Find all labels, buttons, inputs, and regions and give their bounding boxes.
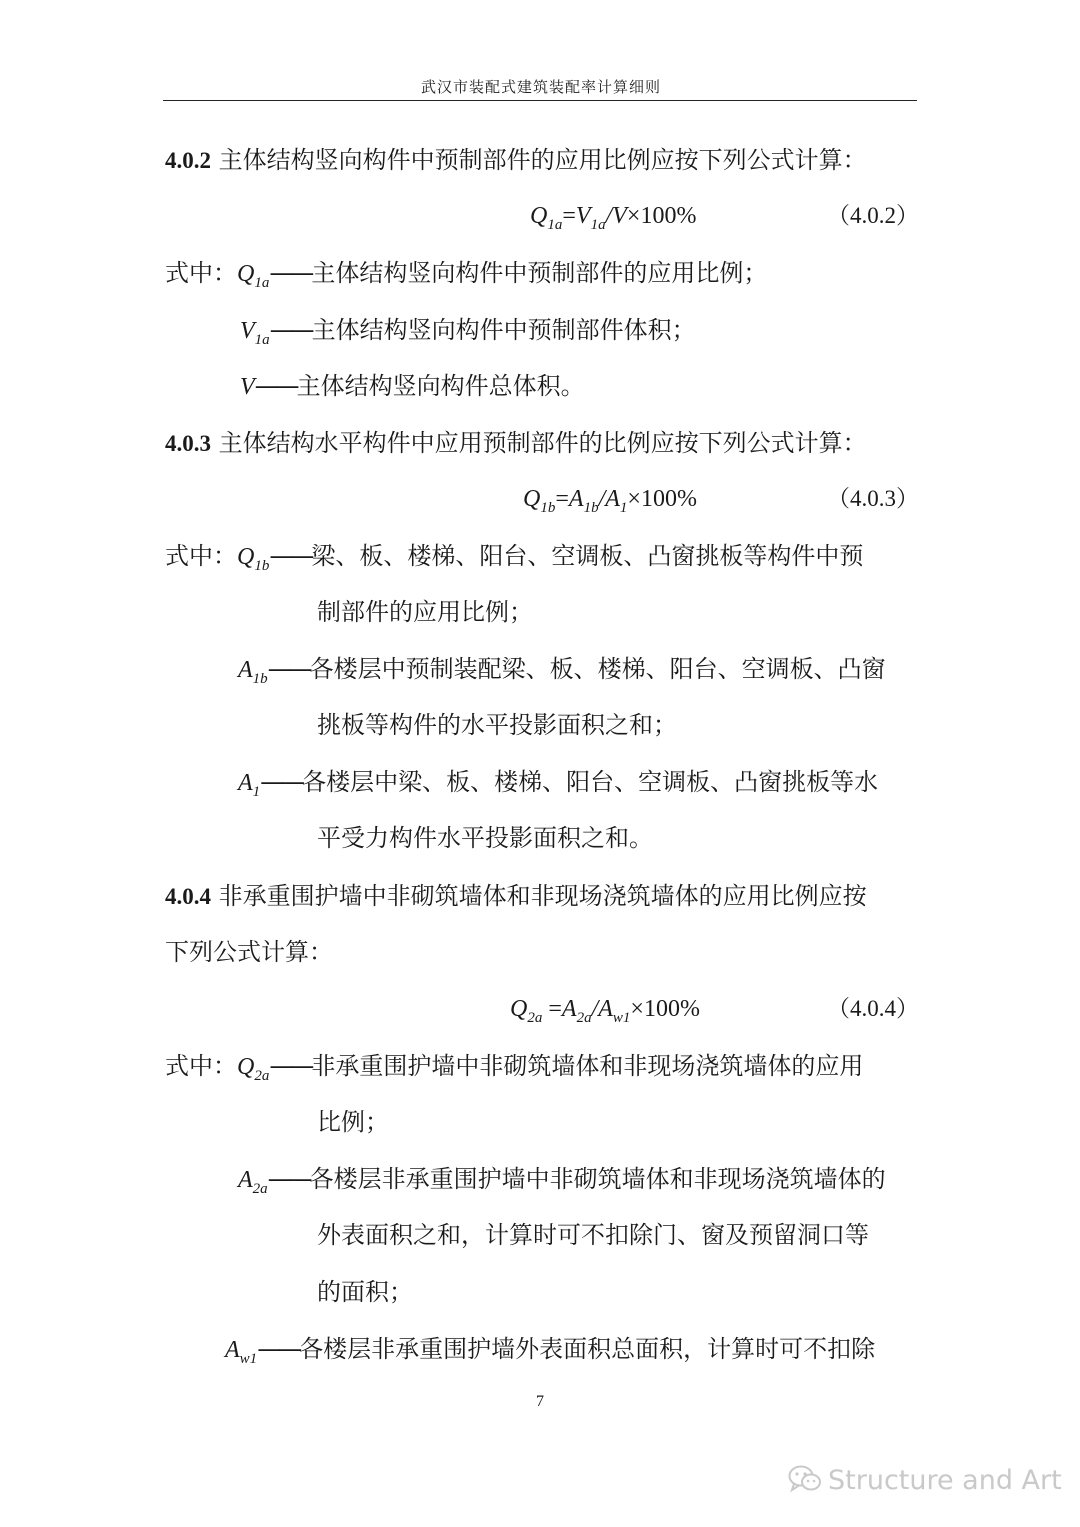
definition-row <box>165 541 863 581</box>
definition-dash: —— <box>260 768 303 796</box>
definition-dash: —— <box>254 372 297 400</box>
clause-number: 4.0.2 <box>165 148 211 173</box>
definition-dash: —— <box>257 1335 300 1363</box>
definition-dash: —— <box>267 655 310 683</box>
definition-text: 各楼层非承重围护墙中非砌筑墙体和非现场浇筑墙体的 <box>309 1165 886 1193</box>
watermark <box>788 1465 1062 1500</box>
wechat-icon <box>788 1465 822 1500</box>
where-label: 式中： <box>165 259 237 287</box>
formula-subscript: 1b <box>583 500 599 516</box>
definition-subscript: 2a <box>254 1068 270 1084</box>
formula-subscript: 1a <box>547 217 563 233</box>
clause-text: 主体结构水平构件中应用预制部件的比例应按下列公式计算： <box>218 429 867 457</box>
definition-row <box>225 1334 875 1374</box>
definition-row <box>238 1164 886 1204</box>
formula-operator: = <box>542 996 562 1022</box>
header-rule <box>163 100 917 101</box>
formula-operator: / <box>605 203 613 229</box>
definition-text: 梁、板、楼梯、阳台、空调板、凸窗挑板等构件中预 <box>311 542 864 570</box>
page-header-title: 武汉市装配式建筑装配率计算细则 <box>420 78 661 96</box>
formula-symbol: Q <box>510 996 528 1022</box>
definition-continuation: 挑板等构件的水平投影面积之和； <box>317 711 677 739</box>
clause-4-0-3 <box>165 428 867 459</box>
watermark-text: Structure and Art <box>828 1465 1062 1496</box>
clause-number: 4.0.4 <box>165 884 211 909</box>
definition-subscript: 1a <box>254 332 270 348</box>
definition-continuation: 制部件的应用比例； <box>317 598 533 626</box>
definition-symbol: Q <box>237 1054 255 1080</box>
definition-symbol: A <box>225 1337 240 1363</box>
formula-symbol: V <box>612 203 627 229</box>
definition-subscript: 1 <box>252 784 261 800</box>
definition-continuation: 比例； <box>317 1108 389 1136</box>
formula-operator: / <box>598 486 606 512</box>
clause-text: 主体结构竖向构件中预制部件的应用比例应按下列公式计算： <box>218 146 867 174</box>
formula-subscript: 1b <box>540 500 556 516</box>
formula-symbol: A <box>568 486 584 512</box>
definition-row <box>240 371 585 402</box>
formula-operator: = <box>555 486 569 512</box>
definition-row <box>238 654 886 694</box>
formula-4-0-4 <box>510 994 700 1033</box>
definition-continuation: 的面积； <box>317 1278 413 1306</box>
formula-tail: ×100% <box>627 486 697 512</box>
definition-dash: —— <box>267 1165 310 1193</box>
definition-dash: —— <box>269 316 312 344</box>
formula-symbol: A <box>598 996 613 1022</box>
definition-text: 主体结构竖向构件总体积。 <box>296 372 585 400</box>
clause-number: 4.0.3 <box>165 431 211 456</box>
where-label: 式中： <box>165 1052 237 1080</box>
definition-symbol: Q <box>237 261 255 287</box>
definition-dash: —— <box>269 542 312 570</box>
definition-dash: —— <box>269 259 312 287</box>
definition-dash: —— <box>269 1052 312 1080</box>
formula-operator: = <box>562 203 576 229</box>
formula-symbol: Q <box>530 203 548 229</box>
formula-symbol: Q <box>523 486 541 512</box>
definition-text: 主体结构竖向构件中预制部件体积； <box>311 316 696 344</box>
definition-row <box>240 315 696 355</box>
formula-subscript: 2a <box>527 1010 543 1026</box>
formula-operator: / <box>591 996 599 1022</box>
definition-text: 非承重围护墙中非砌筑墙体和非现场浇筑墙体的应用 <box>311 1052 864 1080</box>
formula-symbol: A <box>605 486 620 512</box>
definition-subscript: 1b <box>254 558 270 574</box>
definition-row <box>165 1051 863 1091</box>
definition-symbol: V <box>240 318 255 344</box>
definition-subscript: w1 <box>239 1351 258 1367</box>
formula-subscript: w1 <box>612 1010 631 1026</box>
definition-symbol: A <box>238 657 253 683</box>
formula-tail: ×100% <box>630 996 700 1022</box>
formula-subscript: 1 <box>619 500 628 516</box>
clause-text-continuation: 下列公式计算： <box>165 938 333 966</box>
formula-4-0-2 <box>530 201 696 240</box>
definition-text: 各楼层中梁、板、楼梯、阳台、空调板、凸窗挑板等水 <box>302 768 879 796</box>
definition-subscript: 1b <box>252 671 268 687</box>
clause-4-0-4 <box>165 881 867 912</box>
page-number: 7 <box>536 1393 544 1410</box>
equation-number: （4.0.3） <box>827 486 919 511</box>
definition-symbol: Q <box>237 544 255 570</box>
formula-tail: ×100% <box>626 203 697 229</box>
definition-text: 各楼层中预制装配梁、板、楼梯、阳台、空调板、凸窗 <box>309 655 886 683</box>
formula-symbol: A <box>561 996 577 1022</box>
where-label: 式中： <box>165 542 237 570</box>
definition-row <box>238 767 878 807</box>
formula-subscript: 2a <box>576 1010 592 1026</box>
definition-row <box>165 258 767 298</box>
definition-text: 各楼层非承重围护墙外表面积总面积，计算时可不扣除 <box>299 1335 876 1363</box>
definition-continuation: 平受力构件水平投影面积之和。 <box>317 824 653 852</box>
definition-subscript: 1a <box>254 275 270 291</box>
clause-text: 非承重围护墙中非砌筑墙体和非现场浇筑墙体的应用比例应按 <box>218 882 867 910</box>
equation-number: （4.0.4） <box>827 996 919 1021</box>
clause-4-0-2 <box>165 145 867 176</box>
formula-4-0-3 <box>523 484 697 523</box>
formula-subscript: 1a <box>590 217 606 233</box>
definition-text: 主体结构竖向构件中预制部件的应用比例； <box>311 259 768 287</box>
definition-symbol: A <box>238 770 253 796</box>
definition-symbol: V <box>240 374 255 400</box>
formula-symbol: V <box>575 203 591 229</box>
equation-number: （4.0.2） <box>827 203 919 228</box>
definition-continuation: 外表面积之和，计算时可不扣除门、窗及预留洞口等 <box>317 1221 869 1249</box>
definition-symbol: A <box>238 1167 253 1193</box>
definition-subscript: 2a <box>252 1181 268 1197</box>
